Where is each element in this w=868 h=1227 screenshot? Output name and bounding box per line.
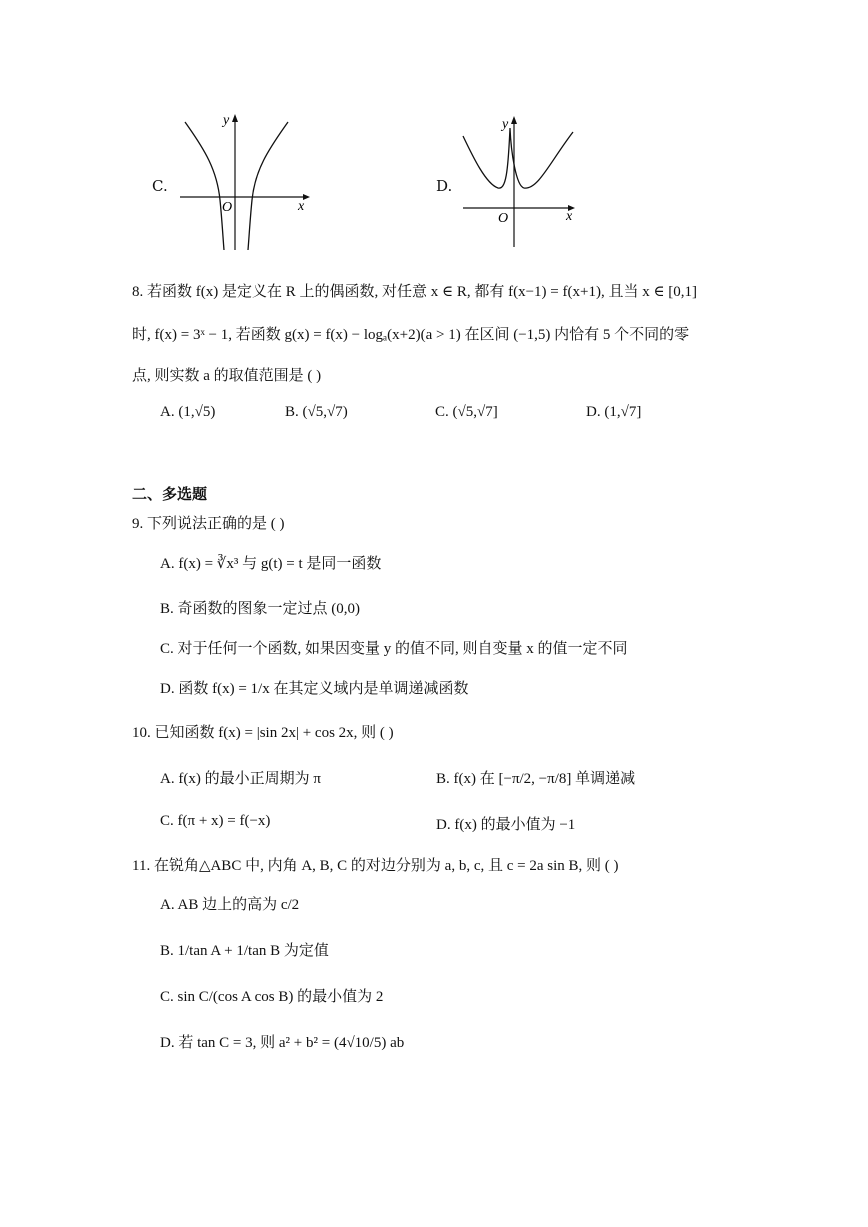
q9-option-a: A. f(x) = ∛x³ 与 g(t) = t 是同一函数 (160, 556, 382, 572)
graph-d (458, 112, 583, 252)
graph-d-x-label: x (566, 209, 573, 224)
graph-d-y-label: y (502, 117, 509, 132)
q8-line3: 点, 则实数 a 的取值范围是 ( ) (132, 368, 322, 384)
q10-option-d: D. f(x) 的最小值为 −1 (436, 817, 576, 833)
q11-option-b: B. 1/tan A + 1/tan B 为定值 (160, 943, 329, 959)
q9-option-c: C. 对于任何一个函数, 如果因变量 y 的值不同, 则自变量 x 的值一定不同 (160, 641, 628, 657)
q8-line1: 8. 若函数 f(x) 是定义在 R 上的偶函数, 对任意 x ∈ R, 都有 f(x−1) = f(x+1), 且当 x ∈ [0,1] (132, 284, 698, 300)
q9-stem: 9. 下列说法正确的是 ( ) (132, 516, 285, 532)
q11-option-d: D. 若 tan C = 3, 则 a² + b² = (4√10/5) ab (160, 1035, 405, 1051)
q10-option-a: A. f(x) 的最小正周期为 π (160, 771, 321, 787)
graph-c-origin-label: O (222, 200, 233, 215)
graph-d-origin-label: O (498, 211, 509, 226)
q9-option-b: B. 奇函数的图象一定过点 (0,0) (160, 601, 360, 617)
option-d-label: D. (436, 177, 453, 195)
graph-c (175, 110, 315, 255)
q8-option-a: A. (1,√5) (160, 404, 216, 420)
q8-line2: 时, f(x) = 3ˣ − 1, 若函数 g(x) = f(x) − logₐ(x+2)(a > 1) 在区间 (−1,5) 内恰有 5 个不同的零 (132, 327, 690, 343)
option-c-label: C. (152, 177, 168, 195)
section-title-multiple-choice: 二、多选题 (132, 485, 208, 503)
q11-stem: 11. 在锐角△ABC 中, 内角 A, B, C 的对边分别为 a, b, c, 且 c = 2a sin B, 则 ( ) (132, 858, 619, 874)
q8-option-d: D. (1,√7] (586, 404, 642, 420)
graph-c-y-label: y (223, 113, 230, 128)
q9-option-d: D. 函数 f(x) = 1/x 在其定义域内是单调递减函数 (160, 681, 469, 697)
q11-option-c: C. sin C/(cos A cos B) 的最小值为 2 (160, 989, 384, 1005)
q8-option-c: C. (√5,√7] (435, 404, 498, 420)
q10-option-c: C. f(π + x) = f(−x) (160, 813, 271, 829)
q10-stem: 10. 已知函数 f(x) = |sin 2x| + cos 2x, 则 ( ) (132, 725, 394, 741)
graph-c-x-label: x (298, 199, 305, 214)
q8-option-b: B. (√5,√7) (285, 404, 348, 420)
q11-option-a: A. AB 边上的高为 c/2 (160, 897, 300, 913)
q10-option-b: B. f(x) 在 [−π/2, −π/8] 单调递减 (436, 771, 636, 787)
